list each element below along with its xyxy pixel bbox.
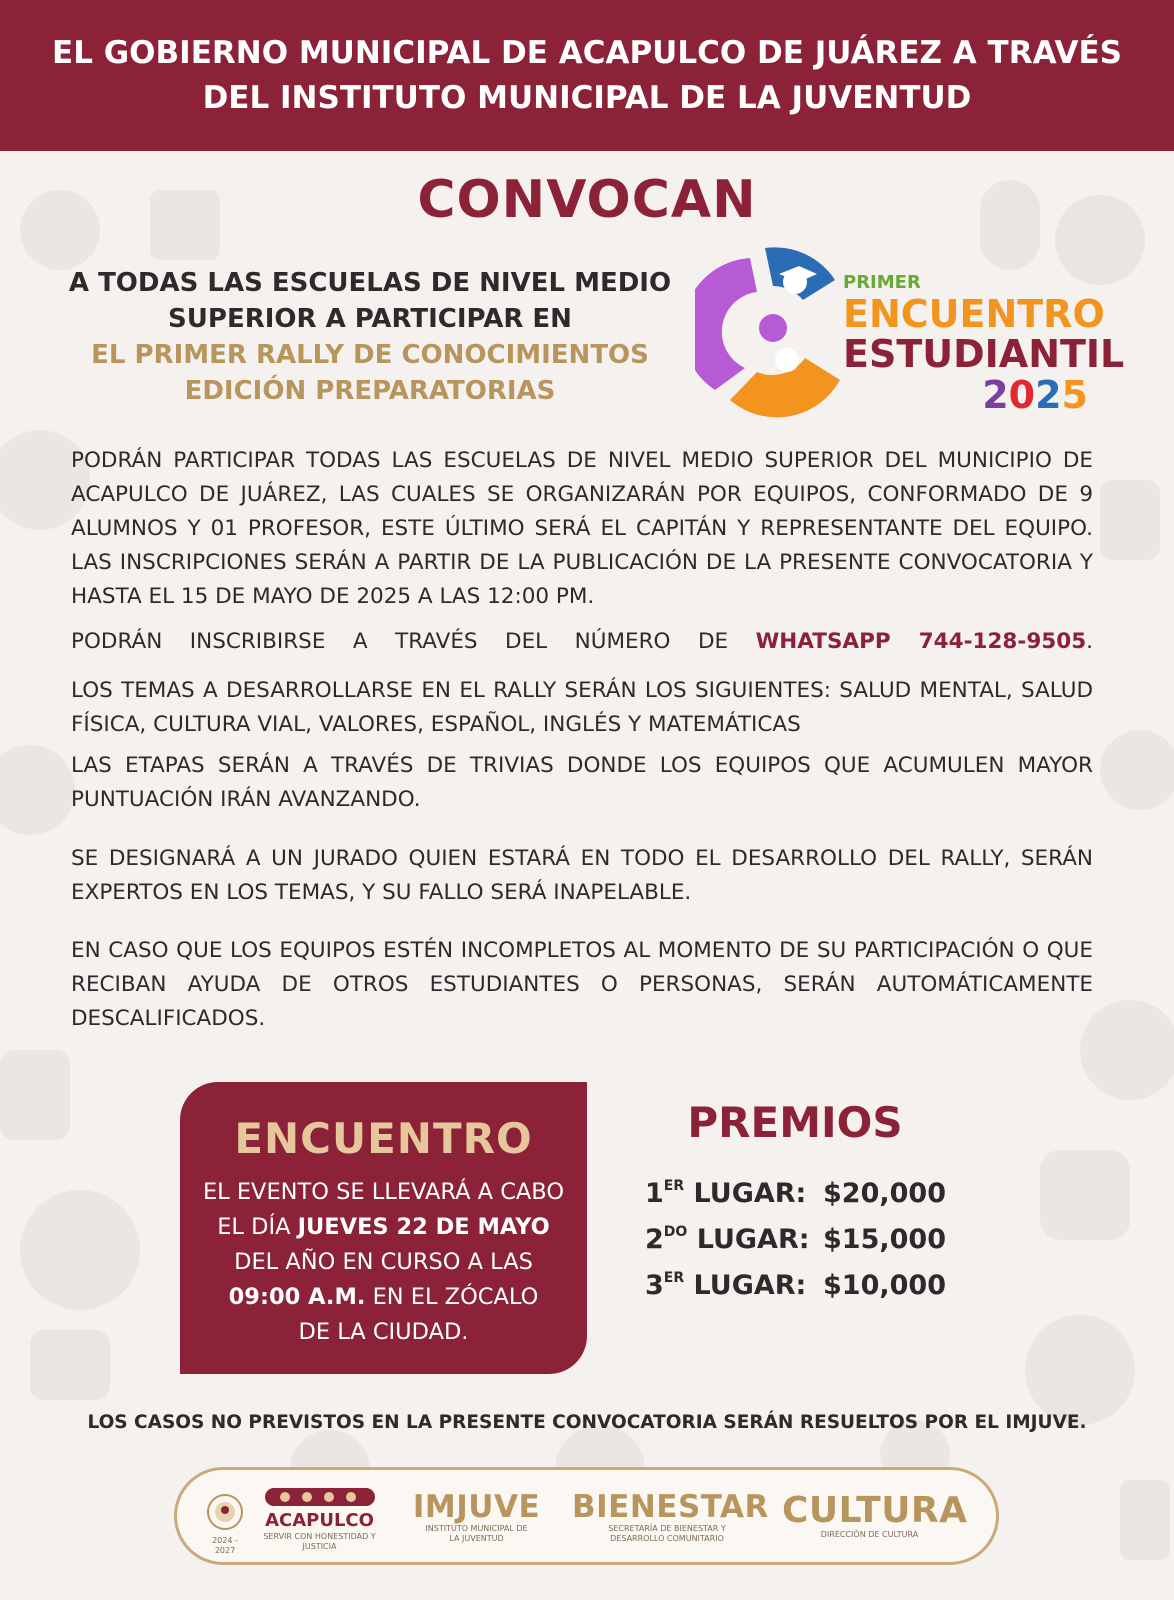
footnote: LOS CASOS NO PREVISTOS EN LA PRESENTE CONVOCATORIA SERÁN RESUELTOS POR EL IMJUVE. [87,1412,1087,1433]
place-suffix: ER [663,1177,685,1194]
prize-amount: $20,000 [823,1177,946,1209]
place-label: LUGAR: [684,1269,807,1301]
prize-amount: $15,000 [823,1223,946,1255]
place-number: 3 [645,1269,664,1301]
bienestar-subtitle-1: SECRETARÍA DE BIENESTAR Y [608,1524,726,1533]
event-place-prefix: EN EL ZÓCALO [365,1284,539,1310]
prizes-title: PREMIOS [687,1098,903,1147]
event-day-prefix: EL DÍA [217,1214,298,1240]
invitation-line-1: A TODAS LAS ESCUELAS DE NIVEL MEDIO [68,268,672,298]
acapulco-icons [265,1488,375,1506]
event-date: JUEVES 22 DE MAYO [297,1214,550,1240]
year-digit: 5 [1061,373,1088,417]
logo-estudiantil-text: ESTUDIANTIL [843,332,1125,376]
invitation-line-4: EDICIÓN PREPARATORIAS [184,376,556,406]
invitation-line-2: SUPERIOR A PARTICIPAR EN [168,304,572,334]
logo-year [843,374,1088,416]
event-line-1: EL EVENTO SE LLEVARÁ A CABO [202,1179,565,1205]
prize-row [645,1216,946,1262]
acapulco-logo [257,1488,382,1552]
invitation-line-3: EL PRIMER RALLY DE CONOCIMIENTOS [91,340,649,370]
paragraph-disqualification: EN CASO QUE LOS EQUIPOS ESTÉN INCOMPLETOS AL MOMENTO DE SU PARTICIPACIÓN O QUE RECIBAN AYUDA DE OTROS ESTUDIANTES O PERSONAS, SERÁN AUTOMÁTICAMENTE DESCALIFICADOS. [71,938,1093,1031]
encuentro-estudiantil-logo [695,240,1125,420]
prize-row [645,1262,946,1308]
prize-amount: $10,000 [823,1269,946,1301]
event-details-box [180,1082,587,1374]
bienestar-wordmark: BIENESTAR [572,1489,769,1525]
prize-row [645,1170,946,1216]
header-banner [0,0,1174,151]
event-line-4 [190,1280,577,1315]
imjuve-logo [409,1490,544,1544]
place-label: LUGAR: [687,1223,810,1255]
imjuve-subtitle-1: INSTITUTO MUNICIPAL DE [425,1524,528,1533]
event-line-5: DE LA CIUDAD. [298,1319,469,1345]
imjuve-wordmark: IMJUVE [412,1489,541,1525]
event-line-2 [190,1210,577,1245]
sponsor-logos-bar [174,1467,999,1565]
imjuve-subtitle-2: LA JUVENTUD [449,1534,504,1543]
place-number: 1 [645,1177,664,1209]
prize-place [645,1178,823,1209]
bienestar-logo [572,1489,769,1544]
header-line-2: DEL INSTITUTO MUNICIPAL DE LA JUVENTUD [202,79,972,116]
event-details-text [180,1175,587,1350]
bienestar-subtitle-2: DESARROLLO COMUNITARIO [610,1534,724,1543]
paragraph-stages: LAS ETAPAS SERÁN A TRAVÉS DE TRIVIAS DONDE LOS EQUIPOS QUE ACUMULEN MAYOR PUNTUACIÓN IRÁN AVANZANDO. [71,753,1093,812]
prize-place [645,1224,823,1255]
place-number: 2 [645,1223,664,1255]
place-suffix: ER [663,1269,685,1286]
event-time: 09:00 A.M. [228,1284,366,1310]
place-suffix: DO [663,1223,688,1240]
page-title: CONVOCAN [417,170,757,230]
registration-prefix: PODRÁN INSCRIBIRSE A TRAVÉS DEL NÚMERO DE [71,629,729,654]
paragraph-participation: PODRÁN PARTICIPAR TODAS LAS ESCUELAS DE NIVEL MEDIO SUPERIOR DEL MUNICIPIO DE ACAPULCO DE JUÁREZ, LAS CUALES SE ORGANIZARÁN POR EQUIPOS, CONFORMADO DE 9 ALUMNOS Y 01 PROFESOR, ESTE ÚLTIMO SERÁ EL CAPITÁN Y REPRESENTANTE DEL EQUIPO. LAS INSCRIPCIONES SERÁN A PARTIR DE LA PUBLICACIÓN DE LA PRESENTE CONVOCATORIA Y HASTA EL 15 DE MAYO DE 2025 A LAS 12:00 PM. [71,448,1093,609]
cultura-wordmark: CULTURA [782,1490,968,1531]
header-line-1: EL GOBIERNO MUNICIPAL DE ACAPULCO DE JUÁREZ A TRAVÉS [52,34,1122,71]
students-emblem-icon [695,240,845,420]
acapulco-slogan: SERVIR CON HONESTIDAD Y JUSTICIA [263,1532,376,1551]
cultura-subtitle: DIRECCIÓN DE CULTURA [820,1530,919,1539]
event-line-3: DEL AÑO EN CURSO A LAS [234,1249,533,1275]
acapulco-wordmark: ACAPULCO [265,1510,374,1531]
prize-place [645,1270,823,1301]
registration-suffix: . [1086,629,1094,654]
paragraph-topics: LOS TEMAS A DESARROLLARSE EN EL RALLY SERÁN LOS SIGUIENTES: SALUD MENTAL, SALUD FÍSICA, CULTURA VIAL, VALORES, ESPAÑOL, INGLÉS Y MATEMÁTICAS [71,678,1093,737]
whatsapp-number: WHATSAPP 744-128-9505 [755,629,1087,654]
paragraph-registration [71,625,1093,659]
event-heading: ENCUENTRO [234,1114,533,1163]
place-label: LUGAR: [684,1177,807,1209]
municipal-seal [205,1492,245,1556]
year-digit: 2 [982,373,1009,417]
seal-years: 2024 - 2027 [212,1536,238,1555]
seal-icon [205,1492,245,1532]
logo-encuentro-text: ENCUENTRO [843,292,1105,336]
logo-primer-text: PRIMER [843,272,921,293]
paragraph-jury: SE DESIGNARÁ A UN JURADO QUIEN ESTARÁ EN TODO EL DESARROLLO DEL RALLY, SERÁN EXPERTOS EN LOS TEMAS, Y SU FALLO SERÁ INAPELABLE. [71,846,1093,905]
year-digit: 0 [1008,373,1036,417]
cultura-logo [782,1490,968,1540]
invitation-block [60,265,680,409]
year-digit: 2 [1035,373,1062,417]
prizes-list [645,1170,946,1308]
